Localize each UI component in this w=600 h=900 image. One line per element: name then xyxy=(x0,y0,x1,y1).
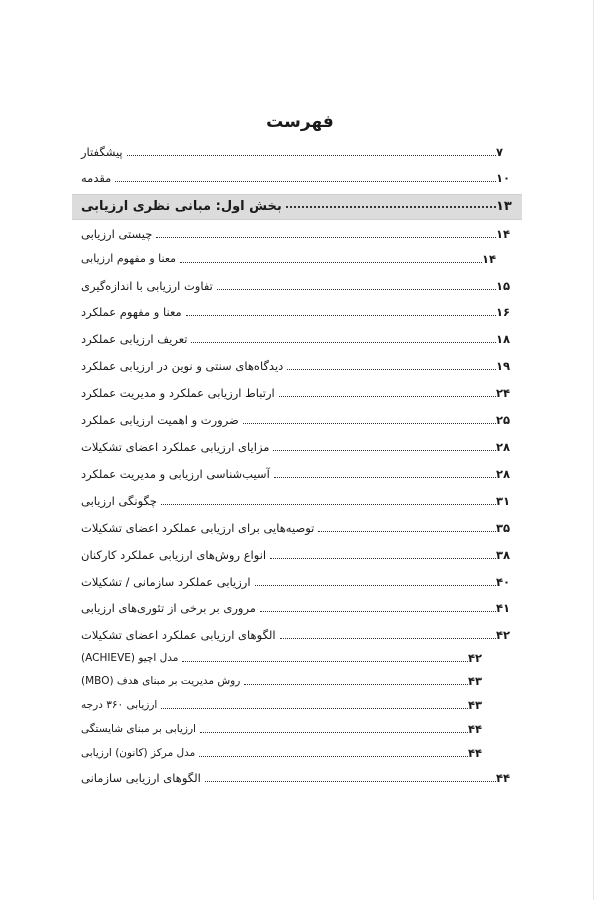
leader-dots xyxy=(161,708,468,709)
toc-entry-page: ۴۲ xyxy=(468,651,483,665)
toc-title: فهرست xyxy=(266,112,334,132)
toc-entry[interactable] xyxy=(78,247,502,267)
toc-entry[interactable] xyxy=(78,570,516,590)
toc-entry-page: ۴۴ xyxy=(468,722,483,736)
toc-entry[interactable] xyxy=(78,596,516,616)
leader-dots xyxy=(217,289,496,290)
toc-entry-label: چگونگی ارزیابی xyxy=(81,494,157,508)
toc-entry-page: ۴۰ xyxy=(496,575,511,589)
toc-entry-page: ۲۴ xyxy=(496,386,511,400)
leader-dots xyxy=(255,585,496,586)
toc-entry-page: ۲۸ xyxy=(496,440,511,454)
page-edge xyxy=(593,0,594,900)
toc-entry-page: ۴۱ xyxy=(496,601,511,615)
toc-entry-page: ۱۹ xyxy=(496,359,511,373)
toc-entry-page: ۲۵ xyxy=(496,413,511,427)
toc-entry-page: ۱۵ xyxy=(496,279,511,293)
leader-dots xyxy=(244,684,468,685)
toc-entry-label: مروری بر برخی از تئوری‌های ارزیابی xyxy=(81,601,256,615)
leader-dots xyxy=(274,477,496,478)
toc-entry-label: مدل مرکز (کانون) ارزیابی xyxy=(81,747,196,759)
leader-dots xyxy=(199,756,468,757)
toc-entry-label: معنا و مفهوم ارزیابی xyxy=(81,252,177,265)
leader-dots xyxy=(318,531,496,532)
toc-entry-page: ۳۱ xyxy=(496,494,511,508)
toc-entry-label: مقدمه xyxy=(81,171,112,185)
leader-dots xyxy=(270,558,496,559)
toc-entry-label: ارزیابی ۳۶۰ درجه xyxy=(81,699,158,711)
toc-entry-page: ۱۰ xyxy=(496,171,511,185)
toc-entry-page: ۳۵ xyxy=(496,521,511,535)
leader-dots xyxy=(279,396,496,397)
toc-entry-page: ۴۲ xyxy=(496,628,511,642)
leader-dots xyxy=(191,342,496,343)
toc-entry-introduction[interactable] xyxy=(78,166,516,186)
toc-entry-page: ۱۶ xyxy=(496,305,511,319)
toc-entry[interactable] xyxy=(78,489,516,509)
toc-entry-label: مدل اچیو (ACHIEVE) xyxy=(81,652,179,664)
toc-entry[interactable] xyxy=(78,717,488,737)
toc-entry-page: ۴۳ xyxy=(468,674,483,688)
toc-entry-label: ارتباط ارزیابی عملکرد و مدیریت عملکرد xyxy=(81,386,275,400)
toc-entry-page: ۳۸ xyxy=(496,548,511,562)
leader-dots xyxy=(127,155,496,156)
toc-entry[interactable] xyxy=(78,516,516,536)
toc-entry-page: ۴۴ xyxy=(496,771,511,785)
toc-entry-label: آسیب‌شناسی ارزیابی و مدیریت عملکرد xyxy=(81,467,270,481)
toc-entry-label: تعریف ارزیابی عملکرد xyxy=(81,332,188,346)
toc-entry[interactable] xyxy=(78,623,516,643)
leader-dots xyxy=(115,181,496,182)
toc-entry-label: مزایای ارزیابی عملکرد اعضای تشکیلات xyxy=(81,440,270,454)
leader-dots xyxy=(161,504,496,505)
toc-entry-label: معنا و مفهوم عملکرد xyxy=(81,305,182,319)
leader-dots xyxy=(287,369,496,370)
leader-dots xyxy=(200,732,468,733)
toc-entry-label: روش مدیریت بر مبنای هدف (MBO) xyxy=(81,675,241,687)
toc-entry[interactable] xyxy=(78,462,516,482)
toc-entry[interactable] xyxy=(78,741,488,761)
toc-entry[interactable] xyxy=(78,543,516,563)
toc-entry[interactable] xyxy=(78,693,488,713)
toc-entry-page: ۱۸ xyxy=(496,332,511,346)
toc-entry[interactable] xyxy=(78,354,516,374)
toc-entry[interactable] xyxy=(78,669,488,689)
toc-entry[interactable] xyxy=(78,381,516,401)
toc-entry-label: الگوهای ارزیابی سازمانی xyxy=(81,771,201,785)
toc-entry-page: ۴۴ xyxy=(468,746,483,760)
toc-entry[interactable] xyxy=(78,274,516,294)
leader-dots xyxy=(273,450,496,451)
leader-dots xyxy=(205,781,496,782)
toc-entry[interactable] xyxy=(78,435,516,455)
leader-dots xyxy=(182,661,468,662)
toc-entry[interactable] xyxy=(78,646,488,666)
toc-entry-page: ۲۸ xyxy=(496,467,511,481)
toc-entry[interactable] xyxy=(78,222,516,242)
toc-entry-label: ارزیابی بر مبنای شایستگی xyxy=(81,723,196,735)
toc-entry-label: الگوهای ارزیابی عملکرد اعضای تشکیلات xyxy=(81,628,276,642)
leader-dots xyxy=(243,423,496,424)
toc-entry-page: ۱۴ xyxy=(496,227,511,241)
leader-dots xyxy=(286,206,496,208)
toc-entry[interactable] xyxy=(78,300,516,320)
toc-entry-page: ۴۳ xyxy=(468,698,483,712)
toc-entry-label: تفاوت ارزیابی با اندازه‌گیری xyxy=(81,279,213,293)
toc-section-page: ۱۳ xyxy=(496,199,512,214)
toc-entry-label: توصیه‌هایی برای ارزیابی عملکرد اعضای تشکیلات xyxy=(81,521,315,535)
toc-section-part-one[interactable] xyxy=(72,194,522,220)
leader-dots xyxy=(280,638,496,639)
leader-dots xyxy=(186,315,496,316)
leader-dots xyxy=(156,237,496,238)
toc-entry-label: پیشگفتار xyxy=(81,145,123,159)
leader-dots xyxy=(180,262,482,263)
toc-entry-label: ضرورت و اهمیت ارزیابی عملکرد xyxy=(81,413,239,427)
toc-entry-label: ارزیابی عملکرد سازمانی / تشکیلات xyxy=(81,575,251,589)
toc-entry-page: ۱۴ xyxy=(482,252,497,266)
toc-entry[interactable] xyxy=(78,327,516,347)
toc-entry-foreword[interactable] xyxy=(78,140,516,160)
toc-entry[interactable] xyxy=(78,408,516,428)
toc-entry-page: ۷ xyxy=(496,145,504,159)
toc-entry-label: انواع روش‌های ارزیابی عملکرد کارکنان xyxy=(81,548,267,562)
toc-section-label: بخش اول: مبانی نظری ارزیابی xyxy=(81,199,282,214)
toc-entry-label: چیستی ارزیابی xyxy=(81,227,153,241)
toc-entry[interactable] xyxy=(78,766,516,786)
toc-entry-label: دیدگاه‌های سنتی و نوین در ارزیابی عملکرد xyxy=(81,359,284,373)
leader-dots xyxy=(260,611,496,612)
